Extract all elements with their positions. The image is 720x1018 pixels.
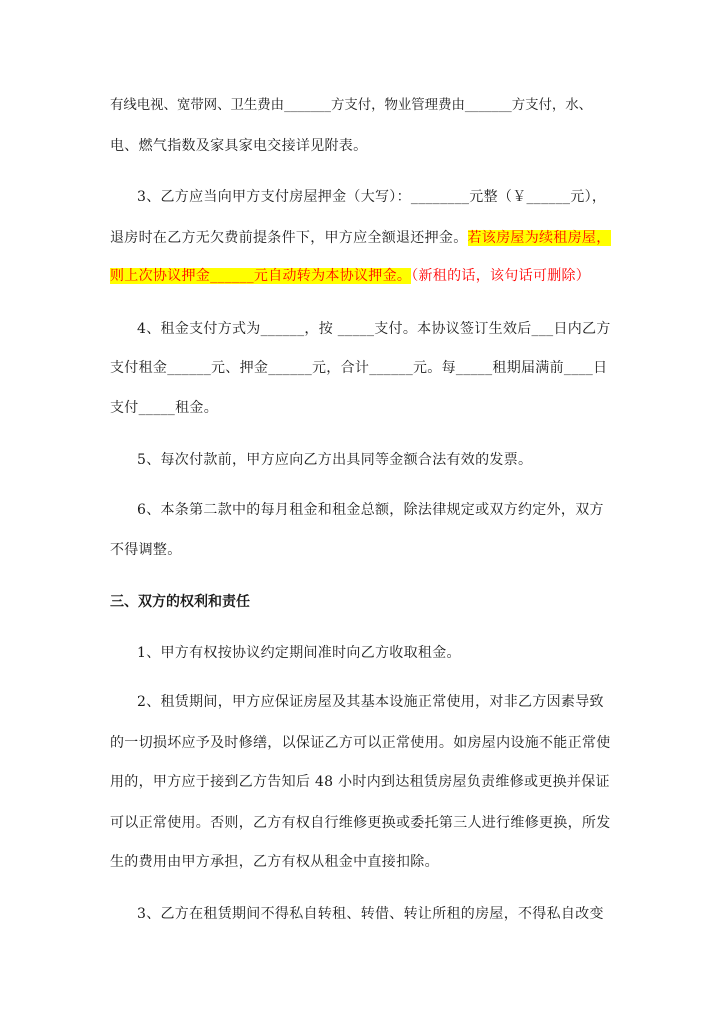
adjust-line-1: 6、本条第二款中的每月租金和租金总额，除法律规定或双方约定外，双方	[137, 502, 604, 518]
maintain-line-2: 的一切损坏应予及时修缮，以保证乙方可以正常使用。如房屋内设施不能正常使	[110, 735, 611, 751]
payment-line-3: 支付_____租金。	[110, 400, 218, 416]
adjust-line-2: 不得调整。	[110, 542, 182, 558]
deletable-note: （新租的话，该句话可删除）	[411, 268, 591, 284]
maintain-line-1: 2、租赁期间，甲方应保证房屋及其基本设施正常使用，对非乙方因素导致	[137, 694, 604, 710]
maintain-line-4: 可以正常使用。否则，乙方有权自行维修更换或委托第三人进行维修更换，所发	[110, 815, 611, 831]
deposit-line-3	[110, 266, 615, 286]
invoice-line-1: 5、每次付款前，甲方应向乙方出具同等金额合法有效的发票。	[137, 452, 533, 468]
section-3-heading: 三、双方的权利和责任	[110, 594, 250, 610]
renewal-highlight-1: 若该房屋为续租房屋，	[467, 230, 611, 246]
maintain-line-5: 生的费用由甲方承担，乙方有权从租金中直接扣除。	[110, 854, 439, 870]
sublet-line-1: 3、乙方在租赁期间不得私自转租、转借、转让所租的房屋，不得私自改变	[137, 906, 604, 922]
deposit-line-1: 3、乙方应当向甲方支付房屋押金（大写）：________元整（￥______元），	[137, 189, 607, 205]
deposit-line-2-text: 退房时在乙方无欠费前提条件下，甲方应全额退还押金。	[110, 230, 468, 246]
maintain-line-3: 用的，甲方应于接到乙方告知后 48 小时内到达租赁房屋负责维修或更换并保证	[110, 774, 610, 790]
payment-line-2: 支付租金______元、押金______元，合计______元。每_____租期届满前____日	[110, 360, 608, 376]
utilities-line-1: 有线电视、宽带网、卫生费由_______方支付，物业管理费由_______方支付，水、	[110, 98, 593, 113]
collect-line-1: 1、甲方有权按协议约定期间准时向乙方收取租金。	[137, 645, 461, 661]
deposit-line-2	[110, 228, 615, 248]
utilities-line-2: 电、燃气指数及家具家电交接详见附表。	[110, 138, 368, 154]
renewal-highlight-2: 则上次协议押金______元自动转为本协议押金。	[110, 268, 412, 284]
payment-line-1: 4、租金支付方式为______，按 _____支付。本协议签订生效后___日内乙方	[137, 321, 611, 337]
